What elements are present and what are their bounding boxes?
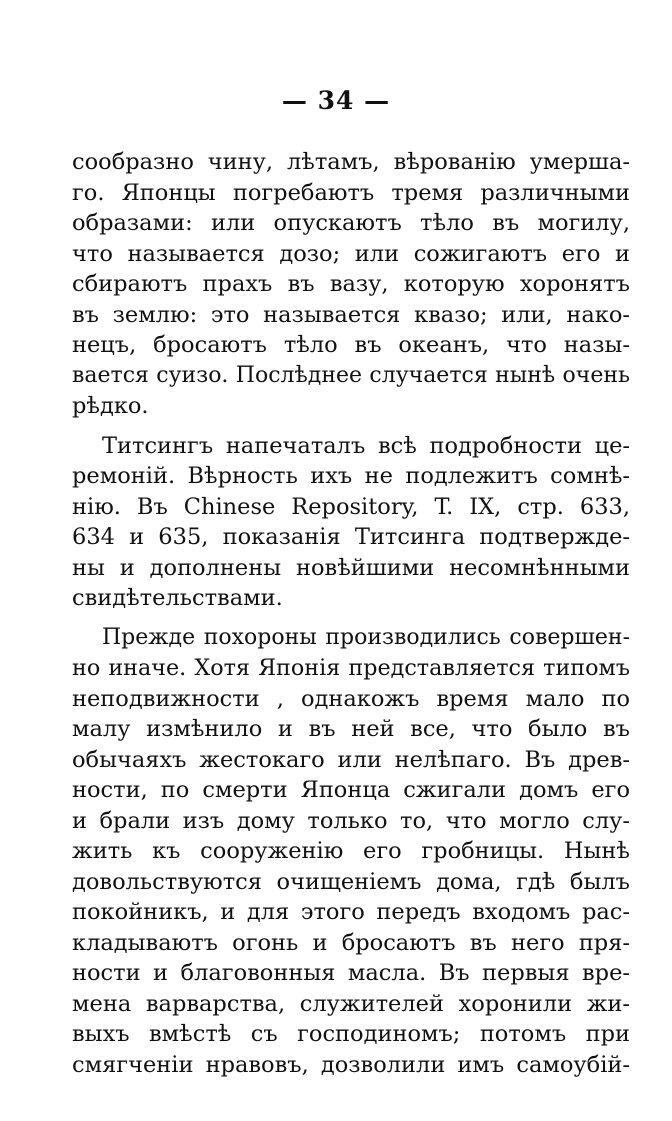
text-line: образами: или опускаютъ тѣло въ могилу, <box>72 210 630 236</box>
page-number: — 34 — <box>281 86 391 115</box>
text-line: малу измѣнило и въ ней все, что было въ <box>72 716 630 742</box>
text-line: 634 и 635, показанія Титсинга подтвержде- <box>72 524 630 550</box>
paragraph-2 <box>72 431 630 614</box>
text-line: и брали изъ дому только то, что могло слу- <box>72 807 630 834</box>
text-line: вается суизо. Послѣднее случается нынѣ очень <box>72 362 630 388</box>
text-line: обычаяхъ жестокаго или нелѣпаго. Въ древ- <box>72 746 630 773</box>
text-line: Титсингъ напечаталъ всѣ подробности це- <box>102 432 630 459</box>
body-text <box>72 147 630 1089</box>
text-line: въ землю: это называется квазо; или, нако- <box>72 301 630 328</box>
text-line: покойникъ, и для этого передъ входомъ рас- <box>72 899 630 925</box>
text-line: Прежде похороны производились совершен- <box>102 624 630 650</box>
text-line: сбираютъ прахъ въ вазу, которую хоронятъ <box>72 271 630 297</box>
text-line: го. Японцы погребаютъ тремя различными <box>72 179 630 206</box>
text-line: довольствуются очищеніемъ дома, гдѣ былъ <box>72 868 630 895</box>
text-line: нію. Въ Chinese Repository, T. IX, стр. 633, <box>72 493 630 520</box>
text-line: но иначе. Хотя Японія представляется типомъ <box>72 655 630 681</box>
text-line: мена варварства, служителей хоронили жи- <box>72 990 630 1017</box>
text-line: рѣдко. <box>72 393 149 419</box>
text-line: свидѣтельствами. <box>72 585 283 611</box>
text-line: неподвижности , однакожъ время мало по <box>72 685 630 712</box>
text-line: кладываютъ огонь и бросаютъ въ него пря- <box>72 929 630 956</box>
text-line: смягченіи нравовъ, дозволили имъ самоубій- <box>72 1051 630 1078</box>
text-line: ности и благовонныя масла. Въ первыя вре- <box>72 960 630 986</box>
text-line: ны и дополнены новѣйшими несомнѣнными <box>72 554 630 581</box>
paragraph-1 <box>72 147 630 422</box>
paragraph-3 <box>72 623 630 1081</box>
text-line: ности, по смерти Японца сжигали домъ его <box>72 777 630 803</box>
text-line: ремоній. Вѣрность ихъ не подлежитъ сомнѣ- <box>72 463 630 489</box>
text-line: сообразно чину, лѣтамъ, вѣрованію умерша- <box>72 149 630 175</box>
text-line: жить къ сооруженію его гробницы. Нынѣ <box>72 838 630 864</box>
text-line: что называется дозо; или сожигаютъ его и <box>72 240 630 267</box>
text-line: выхъ вмѣстѣ съ господиномъ; потомъ при <box>72 1021 630 1047</box>
text-line: нецъ, бросаютъ тѣло въ океанъ, что назы- <box>72 332 630 358</box>
